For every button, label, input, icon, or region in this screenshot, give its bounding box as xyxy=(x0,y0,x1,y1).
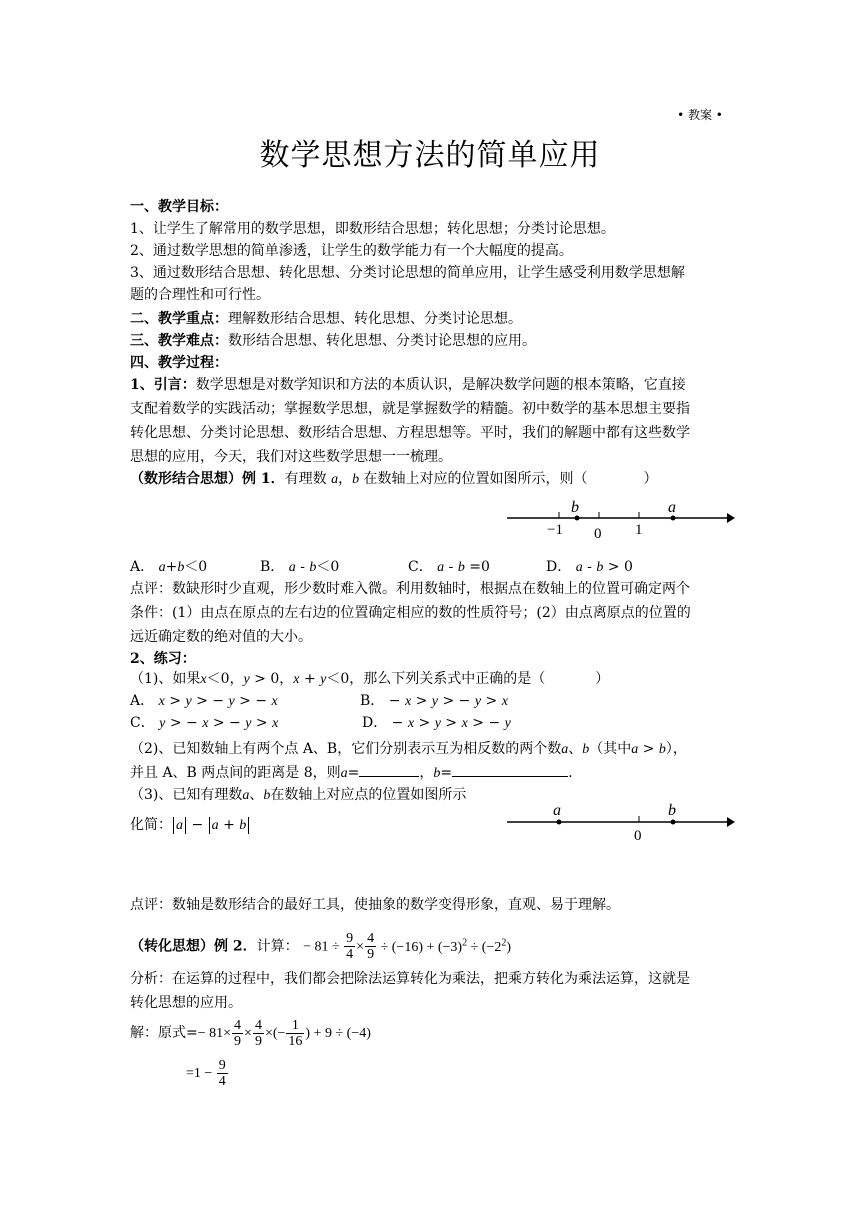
practice-2-line-2: 并且 A、B 两点间的距离是 8，则a= ，b= . xyxy=(130,762,730,785)
axis1-tick-0: 0 xyxy=(594,526,602,540)
axis2-label-a: a xyxy=(553,802,561,819)
option-c: C． a - b =0 xyxy=(408,559,490,575)
p1-option-a: A． x > y > − y > − x xyxy=(130,693,278,709)
comment-1-line-2: 条件：(1）由点在原点的左右边的位置确定相应的数的性质符号；(2）由点离原点的位置的 xyxy=(130,605,691,621)
example-2-stem: （转化思想）例 2．计算： − 81 ÷ $\frac{9}{4}$ × $\frac{4}{9}$ ÷ $(-16) + (-3)^2 \div (-2^2)$ xyxy=(130,931,512,963)
intro-line-1: 1、引言：数学思想是对数学知识和方法的本质认识，是解决数学问题的根本策略，它直接 xyxy=(130,377,686,393)
intro-line-4: 思想的应用，今天，我们对这些数学思想一一梳理。 xyxy=(130,449,452,465)
axis1-tick-neg1: −1 xyxy=(547,522,563,538)
comment-1-line-1: 点评：数缺形时少直观，形少数时难入微。利用数轴时，根据点在数轴上的位置可确定两个 xyxy=(130,581,690,597)
answer-blank-b[interactable] xyxy=(452,762,568,777)
axis2-label-b: b xyxy=(668,802,676,819)
practice-3-stem: （3)、已知有理数a、b在数轴上对应点的位置如图所示 xyxy=(130,787,467,803)
practice-3-simplify: 化简： a − a + b xyxy=(130,814,730,836)
section-process-heading: 四、教学过程： xyxy=(130,355,228,371)
analysis-line-1: 分析：在运算的过程中，我们都会把除法运算转化为乘法，把乘方转化为乘法运算，这就是 xyxy=(130,971,690,987)
axis1-label-b: b xyxy=(571,499,579,516)
intro-line-2: 支配着数学的实践活动；掌握数学思想，就是掌握数学的精髓。初中数学的基本思想主要指 xyxy=(130,401,690,417)
goal-3: 3、通过数形结合思想、转化思想、分类讨论思想的简单应用，让学生感受利用数学思想解 xyxy=(130,265,685,281)
number-line-1 xyxy=(505,496,735,540)
goal-3-cont: 题的合理性和可行性。 xyxy=(130,287,270,303)
section-difficulties: 三、教学难点：数形结合思想、转化思想、分类讨论思想的应用。 xyxy=(130,333,536,349)
analysis-line-2: 转化思想的应用。 xyxy=(130,995,242,1011)
p1-option-d: D． − x > y > x > − y xyxy=(362,715,511,731)
comment-2: 点评：数轴是数形结合的最好工具，使抽象的数学变得形象，直观、易于理解。 xyxy=(130,897,620,913)
option-d: D． a - b > 0 xyxy=(546,559,633,575)
solution-line-1: 解：原式=− 81× $\frac{4}{9}$ × $\frac{4}{9}$ ×(− $\frac{1}{16}$ ) + 9 ÷ (−4) xyxy=(130,1017,371,1049)
practice-2-line-1: （2)、已知数轴上有两个点 A、B，它们分别表示互为相反数的两个数a、b（其中a > b）， xyxy=(130,741,687,757)
page-title: 数学思想方法的简单应用 xyxy=(259,138,601,173)
practice-heading: 2、练习： xyxy=(130,651,196,667)
practice-1-stem: （1)、如果x＜0，y > 0，x + y＜0，那么下列关系式中正确的是（ ） xyxy=(130,671,610,687)
p1-option-b: B． − x > y > − y > x xyxy=(360,693,508,709)
solution-line-2: =1 − $\frac{9}{4}$ xyxy=(186,1057,226,1089)
p1-option-c: C． y > − x > − y > x xyxy=(130,715,279,731)
section-goals-heading: 一、教学目标： xyxy=(130,199,228,215)
axis1-tick-1: 1 xyxy=(635,522,643,538)
goal-2: 2、通过数学思想的简单渗透，让学生的数学能力有一个大幅度的提高。 xyxy=(130,243,573,259)
option-a: A． a+b＜0 xyxy=(130,559,208,575)
comment-1-line-3: 远近确定数的绝对值的大小。 xyxy=(130,629,312,645)
section-key-points: 二、教学重点：理解数形结合思想、转化思想、分类讨论思想。 xyxy=(130,311,522,327)
option-b: B． a - b＜0 xyxy=(260,559,340,575)
number-line-2 xyxy=(505,800,735,844)
axis1-label-a: a xyxy=(668,499,676,516)
header-tag: • 教案 • xyxy=(677,108,723,122)
answer-blank-a[interactable] xyxy=(359,762,419,777)
axis2-tick-0: 0 xyxy=(634,828,642,844)
intro-line-3: 转化思想、分类讨论思想、数形结合思想、方程思想等。平时，我们的解题中都有这些数学 xyxy=(130,425,690,441)
example-1-stem: （数形结合思想）例 1．有理数 a，b 在数轴上对应的位置如图所示，则（ ） xyxy=(130,471,658,487)
goal-1: 1、让学生了解常用的数学思想，即数形结合思想；转化思想；分类讨论思想。 xyxy=(130,221,615,237)
